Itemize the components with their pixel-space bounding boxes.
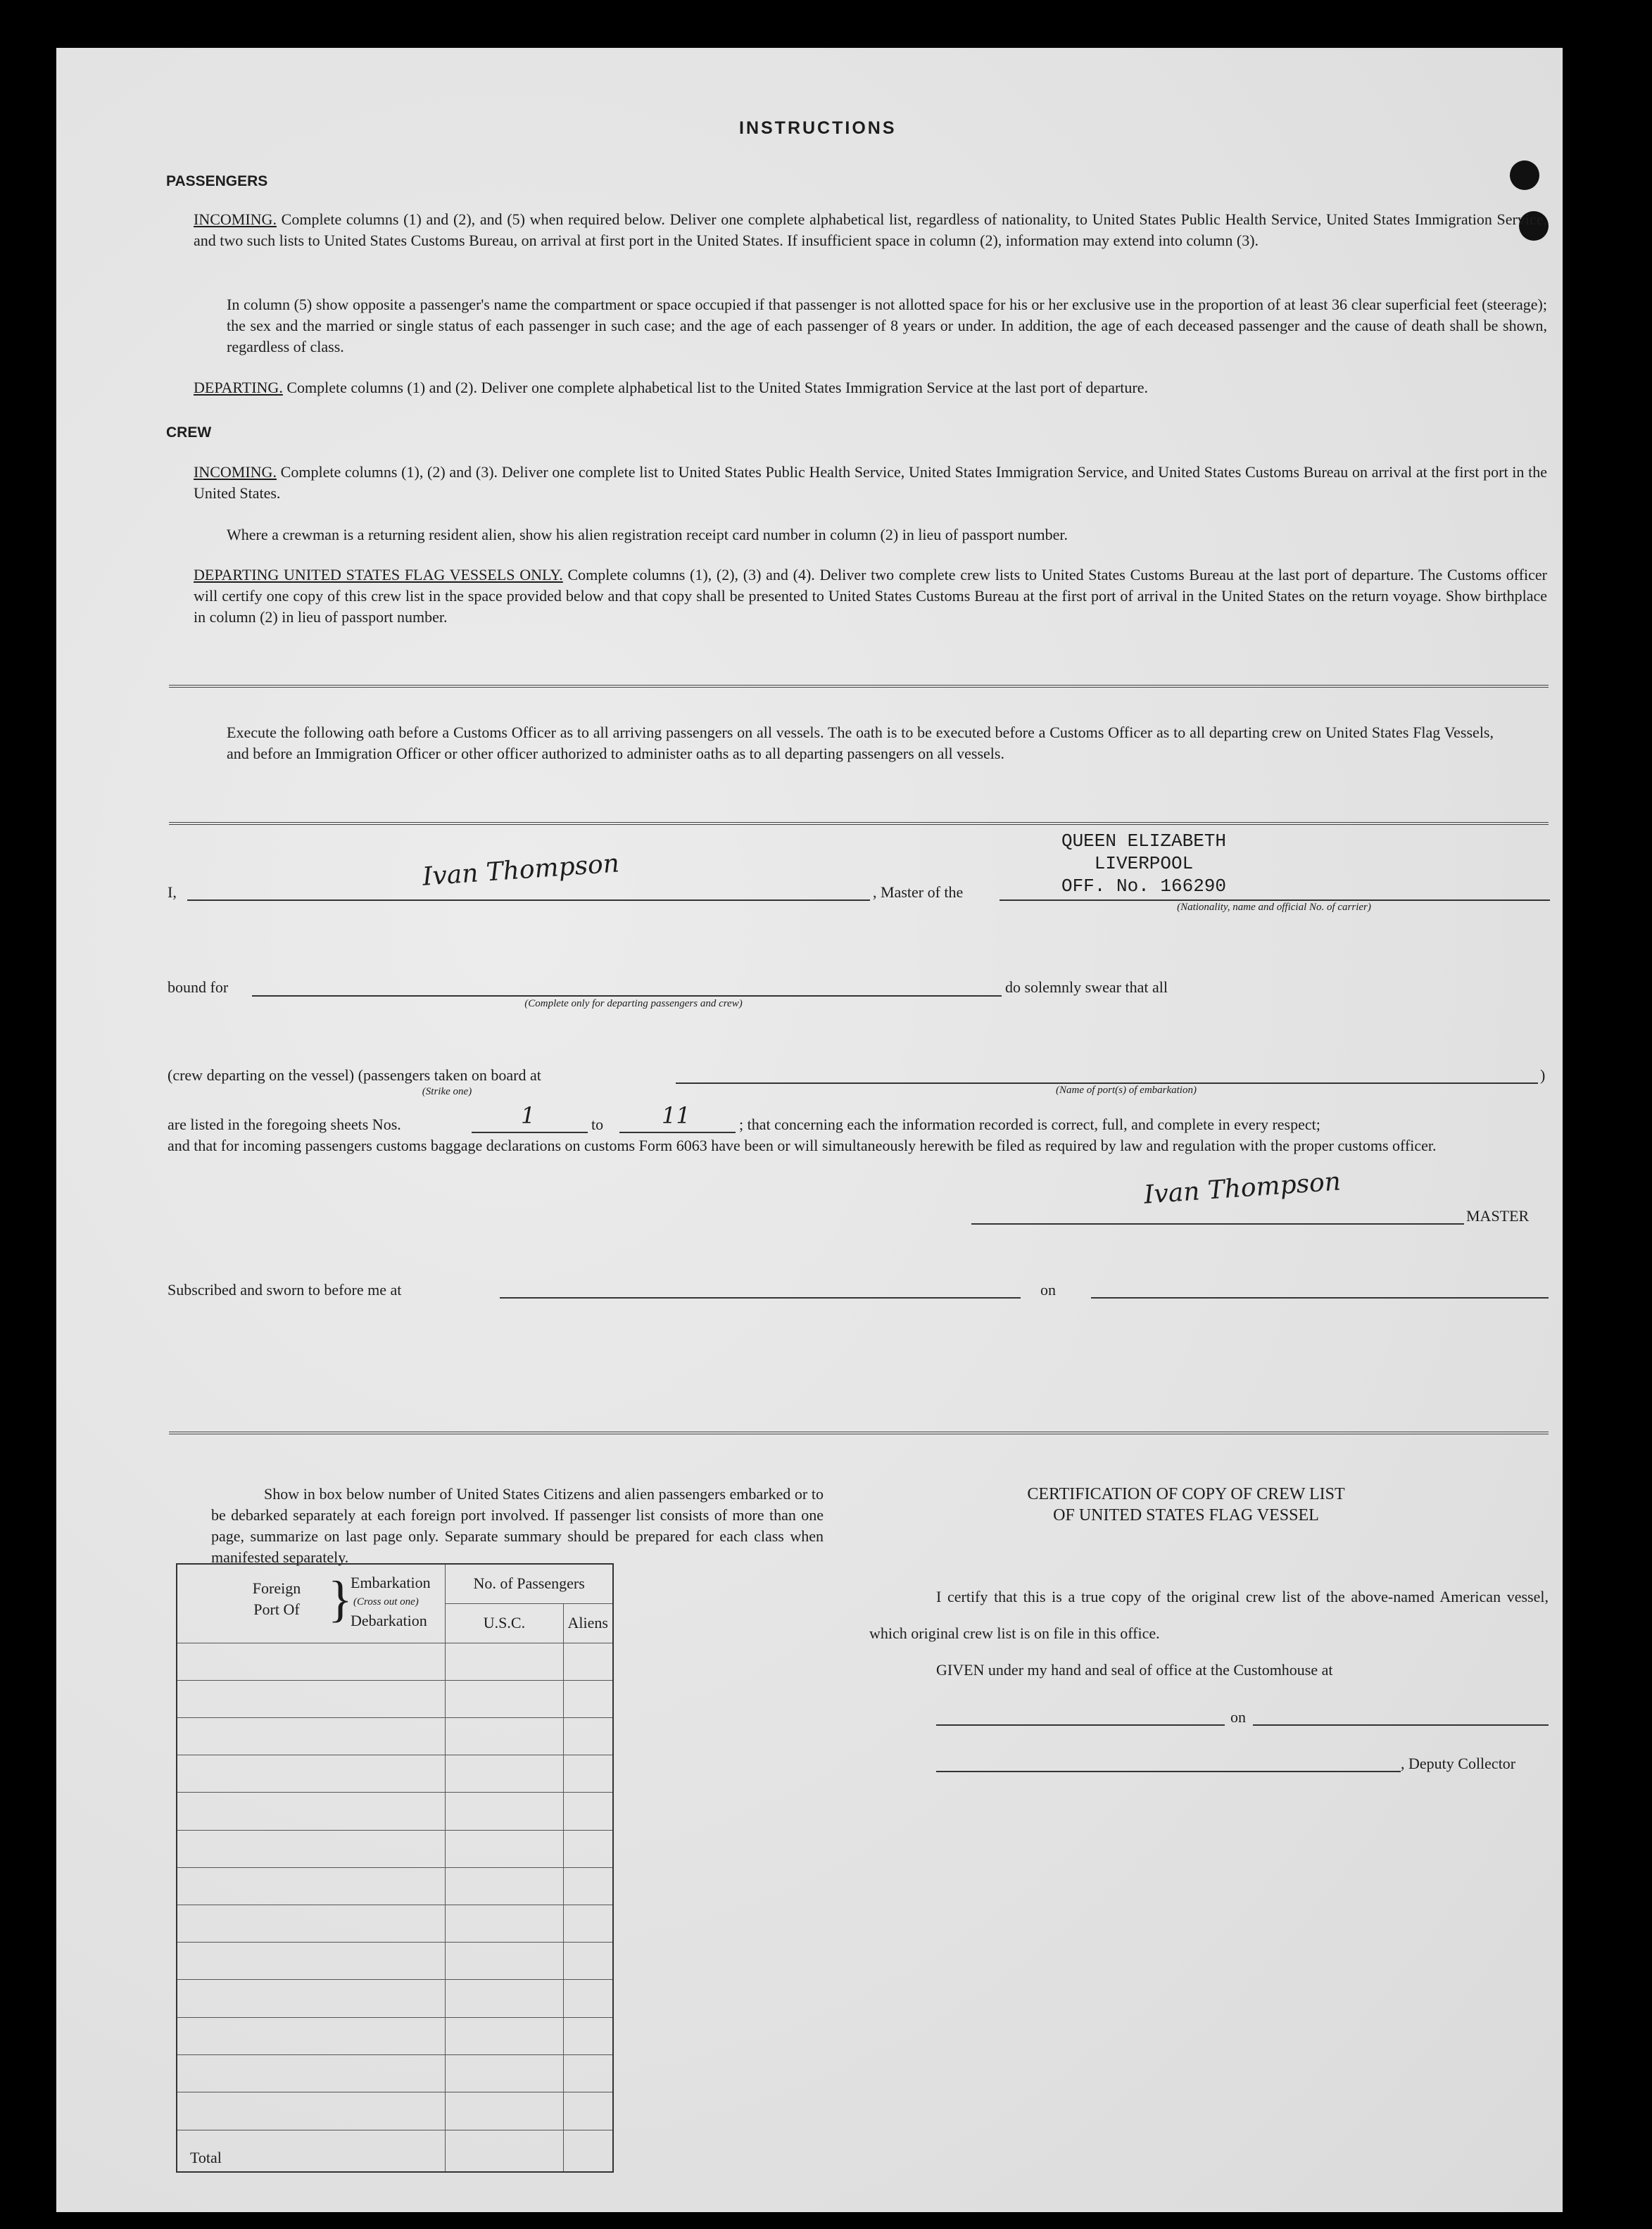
certify-text: I certify that this is a true copy of the original crew list of the above-named American vessel, which original crew list is on file in this office. [869, 1588, 1549, 1642]
oath-intro: Execute the following oath before a Customs Officer as to all arriving passengers on all vessels. The oath is to be executed before a Customs Officer as to all departing crew on United States Flag Vessels, and before an Immigration Officer or other officer authorized to administer oaths as to all departing passengers on all vessels. [227, 724, 1494, 762]
table-row [177, 2092, 613, 2130]
foreign-port-label: Foreign Port Of [252, 1579, 301, 1619]
master-name-field[interactable] [187, 899, 870, 901]
subscribed-label: Subscribed and sworn to before me at [168, 1281, 402, 1299]
customhouse-field[interactable] [936, 1724, 1225, 1726]
passengers-incoming-paragraph [194, 209, 1547, 251]
table-row [177, 1680, 613, 1717]
sheet-from-value: 1 [521, 1102, 536, 1129]
passengers-incoming-label: INCOMING. [194, 210, 277, 228]
to-label: to [591, 1116, 604, 1133]
close-paren: ) [1540, 1066, 1546, 1084]
bound-for-caption: (Complete only for departing passengers and crew) [524, 998, 743, 1009]
passengers-heading: PASSENGERS [166, 173, 268, 189]
total-label: Total [177, 2130, 446, 2172]
aliens-header-cell: Aliens [563, 1603, 613, 1643]
vessel-stamp-line3: OFF. No. 166290 [1061, 876, 1227, 897]
table-row [177, 1980, 613, 2017]
sheet-to-field[interactable] [619, 1132, 736, 1133]
certification-date-field[interactable] [1253, 1724, 1549, 1726]
cross-out-caption: (Cross out one) [353, 1596, 419, 1608]
vessel-field[interactable] [1000, 899, 1550, 901]
embarkation-label: Embarkation [351, 1574, 431, 1592]
brace-icon: } [328, 1571, 353, 1628]
table-row [177, 1643, 613, 1680]
crew-incoming-label: INCOMING. [194, 463, 277, 481]
master-signature-field[interactable] [971, 1223, 1464, 1225]
debarkation-label: Debarkation [351, 1612, 427, 1630]
table-row [177, 1755, 613, 1793]
table-row [177, 2054, 613, 2092]
passengers-departing-paragraph [194, 377, 1552, 398]
bleed-through-stamp-2 [1281, 1681, 1309, 1737]
customs-text: and that for incoming passengers customs baggage declarations on customs Form 6063 have been or will simultaneously herewith be filed as required by law and regulation with the proper customs officer. [168, 1137, 1437, 1154]
embarkation-ports-field[interactable] [676, 1082, 1538, 1084]
column5-paragraph: In column (5) show opposite a passenger's name the compartment or space occupied if that passenger is not allotted space for his or her exclusive use in the proportion of at least 36 clear superficial feet (steerage); the sex and the married or single status of each passenger in such case; and the age of each passenger of 8 years or under. In addition, the age of each deceased passenger and the cause of death shall be shown, regardless of class. [227, 296, 1547, 355]
sheets-label: are listed in the foregoing sheets Nos. [168, 1116, 401, 1133]
summary-instructions: Show in box below number of United States Citizens and alien passengers embarked or to be debarked separately at each foreign port involved. If passenger list consists of more than one page, summarize on last page only. Separate summary should be prepared for each class when manifested separately. [211, 1485, 824, 1566]
crew-departing-text: Complete columns (1), (2), (3) and (4). Deliver two complete crew lists to United States Customs Bureau at the last port of departure. The Customs officer will certify one copy of this crew list in the space provided below and that copy shall be presented to United States Customs Bureau at the first port of arrival in the United States on the return voyage. Show birthplace in column (2) in lieu of passport number. [194, 566, 1547, 626]
usc-header-cell: U.S.C. [446, 1603, 563, 1643]
master-signature-2: Ivan Thompson [1142, 1167, 1342, 1210]
bleed-through-stamp [1281, 1026, 1309, 1082]
swear-label: do solemnly swear that all [1005, 978, 1168, 996]
vessel-caption: (Nationality, name and official No. of carrier) [1177, 902, 1371, 913]
table-row [177, 1830, 613, 1867]
table-row [177, 1905, 613, 1943]
passenger-summary-table [176, 1563, 614, 2173]
deputy-collector-label: , Deputy Collector [1401, 1755, 1516, 1772]
document-sheet [56, 48, 1563, 2212]
table-row [177, 2017, 613, 2054]
ports-caption: (Name of port(s) of embarkation) [1056, 1085, 1197, 1096]
strike-caption: (Strike one) [422, 1086, 472, 1097]
vessel-stamp-line2: LIVERPOOL [1094, 853, 1194, 874]
divider [169, 1432, 1549, 1434]
passengers-incoming-text: Complete columns (1) and (2), and (5) when required below. Deliver one complete alphabetical list, regardless of nationality, to United States Public Health Service, United States Immigration Service, and two such lists to United States Customs Bureau, on arrival at first port in the United States. If insufficient space in column (2), information may extend into column (3). [194, 210, 1548, 249]
table-row [177, 1943, 613, 1980]
vessel-stamp-line1: QUEEN ELIZABETH [1061, 831, 1227, 852]
crew-passengers-label: (crew departing on the vessel) (passengers taken on board at [168, 1066, 541, 1084]
crew-departing-label: DEPARTING UNITED STATES FLAG VESSELS ONLY. [194, 566, 563, 583]
page-title: INSTRUCTIONS [739, 118, 897, 138]
certification-on-label: on [1230, 1708, 1246, 1726]
sheet-from-field[interactable] [472, 1132, 588, 1133]
total-row [177, 2130, 613, 2172]
crew-heading: CREW [166, 424, 212, 441]
crew-incoming-text: Complete columns (1), (2) and (3). Deliver one complete list to United States Public Health Service, United States Immigration Service, and United States Customs Bureau on arrival at the first port in the United States. [194, 463, 1548, 502]
table-row [177, 1793, 613, 1830]
sworn-date-field[interactable] [1091, 1297, 1549, 1299]
table-row [177, 1717, 613, 1755]
ink-blot [1510, 160, 1539, 190]
bound-for-field[interactable] [252, 995, 1002, 997]
certification-title-2: OF UNITED STATES FLAG VESSEL [1053, 1506, 1319, 1524]
oath-i-label: I, [168, 883, 177, 901]
sheets-rest: ; that concerning each the information recorded is correct, full, and complete in every respect; [739, 1116, 1320, 1133]
crew-incoming-paragraph [194, 462, 1547, 504]
passengers-departing-text: Complete columns (1) and (2). Deliver one complete alphabetical list to the United States Immigration Service at the last port of departure. [286, 379, 1149, 396]
given-text: GIVEN under my hand and seal of office at the Customhouse at [936, 1661, 1333, 1679]
bound-for-label: bound for [168, 978, 229, 996]
crew-alien-paragraph: Where a crewman is a returning resident alien, show his alien registration receipt card number in column (2) in lieu of passport number. [227, 526, 1068, 543]
port-header-cell [177, 1564, 446, 1643]
master-label: MASTER [1466, 1207, 1530, 1225]
certification-title-1: CERTIFICATION OF COPY OF CREW LIST [1027, 1485, 1345, 1503]
deputy-collector-field[interactable] [936, 1771, 1401, 1772]
sworn-on-label: on [1040, 1281, 1056, 1299]
table-row [177, 1867, 613, 1905]
sheet-to-value: 11 [662, 1102, 691, 1129]
passengers-departing-label: DEPARTING. [194, 379, 283, 396]
master-of-label: , Master of the [873, 883, 964, 901]
divider [169, 822, 1549, 825]
crew-departing-paragraph [194, 564, 1547, 628]
divider [169, 685, 1549, 688]
sworn-place-field[interactable] [500, 1297, 1021, 1299]
passengers-header-cell: No. of Passengers [446, 1564, 613, 1603]
master-signature-1: Ivan Thompson [421, 849, 621, 892]
